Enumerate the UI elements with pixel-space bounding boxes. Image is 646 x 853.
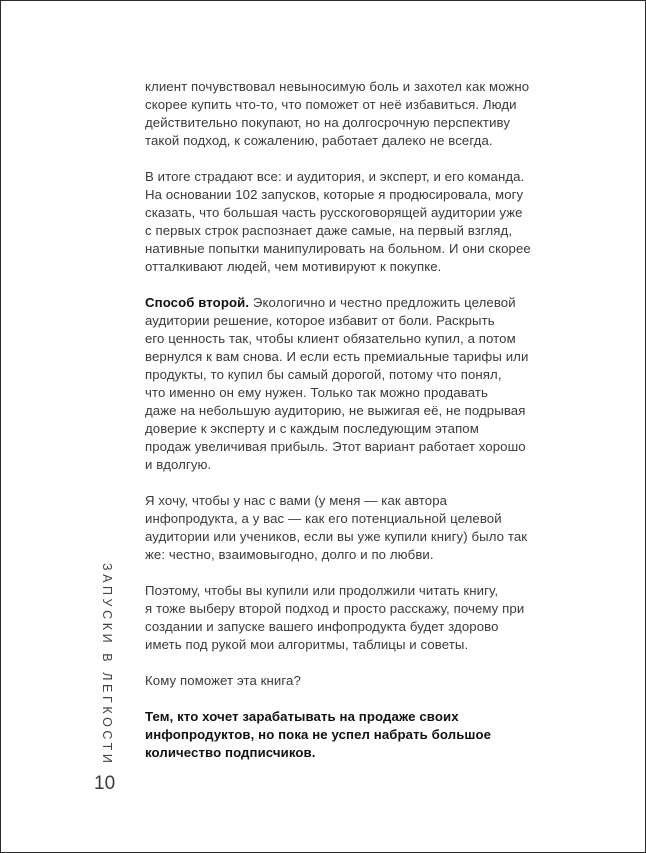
text-line: его ценность так, чтобы клиент обязательно купил, а потом xyxy=(145,331,516,346)
text-line: нативные попытки манипулировать на больном. И они скорее xyxy=(145,241,531,256)
text-line: продукты, то купил бы самый дорогой, потому что понял, xyxy=(145,367,502,382)
paragraph-answer-bold xyxy=(145,708,545,762)
text-line: В итоге страдают все: и аудитория, и эксперт, и его команда. xyxy=(145,169,525,184)
paragraph-5 xyxy=(145,582,545,654)
text-line: действительно покупают, но на долгосрочную перспективу xyxy=(145,115,511,130)
method-two-intro: Экологично и честно предложить целевой xyxy=(249,295,516,310)
text-line: вернулся к вам снова. И если есть премиальные тарифы или xyxy=(145,349,529,364)
text-line: аудитории решение, которое избавит от боли. Раскрыть xyxy=(145,313,495,328)
running-title xyxy=(100,563,114,767)
text-line xyxy=(145,294,545,312)
paragraph-1 xyxy=(145,78,545,150)
text-line: с первых строк распознает даже самые, на первый взгляд, xyxy=(145,223,513,238)
text-line: что именно он ему нужен. Только так можно продавать xyxy=(145,385,488,400)
text-line: отталкивают людей, чем мотивируют к покупке. xyxy=(145,259,442,274)
body-text xyxy=(145,78,545,762)
text-line: аудитории или учеников, если вы уже купили книгу) было так xyxy=(145,529,528,544)
text-line: клиент почувствовал невыносимую боль и захотел как можно xyxy=(145,79,530,94)
text-line: продаж увеличивая прибыль. Этот вариант работает хорошо xyxy=(145,439,526,454)
text-line: инфопродукта, а у вас — как его потенциальной целевой xyxy=(145,511,502,526)
text-line: Кому поможет эта книга? xyxy=(145,673,301,688)
running-title-text: ЗАПУСКИ В ЛЕГКОСТИ xyxy=(100,563,114,767)
text-line: На основании 102 запусков, которые я продюсировала, могу xyxy=(145,187,524,202)
text-line: Тем, кто хочет зарабатывать на продаже своих xyxy=(145,709,459,724)
text-line: скорее купить что-то, что поможет от неё избавиться. Люди xyxy=(145,97,517,112)
paragraph-2 xyxy=(145,168,545,276)
text-line: такой подход, к сожалению, работает далеко не всегда. xyxy=(145,133,493,148)
text-line: даже на небольшую аудиторию, не выжигая её, не подрывая xyxy=(145,403,526,418)
text-line: же: честно, взаимовыгодно, долго и по любви. xyxy=(145,547,434,562)
text-line: количество подписчиков. xyxy=(145,745,316,760)
text-line: доверие к эксперту и с каждым последующим этапом xyxy=(145,421,479,436)
text-line: создании и запуске вашего инфопродукта будет здорово xyxy=(145,619,499,634)
text-line: инфопродуктов, но пока не успел набрать большое xyxy=(145,727,492,742)
paragraph-4 xyxy=(145,492,545,564)
text-line: Поэтому, чтобы вы купили или продолжили читать книгу, xyxy=(145,583,499,598)
method-two-heading: Способ второй. xyxy=(145,295,250,310)
text-line: Я хочу, чтобы у нас с вами (у меня — как автора xyxy=(145,493,448,508)
page-number: 10 xyxy=(94,773,116,794)
paragraph-question xyxy=(145,672,545,690)
text-line: сказать, что большая часть русскоговорящей аудитории уже xyxy=(145,205,523,220)
text-line: я тоже выберу второй подход и просто расскажу, почему при xyxy=(145,601,525,616)
paragraph-3-method-two xyxy=(145,294,545,474)
text-line: иметь под рукой мои алгоритмы, таблицы и советы. xyxy=(145,637,469,652)
text-line: и вдолгую. xyxy=(145,457,212,472)
